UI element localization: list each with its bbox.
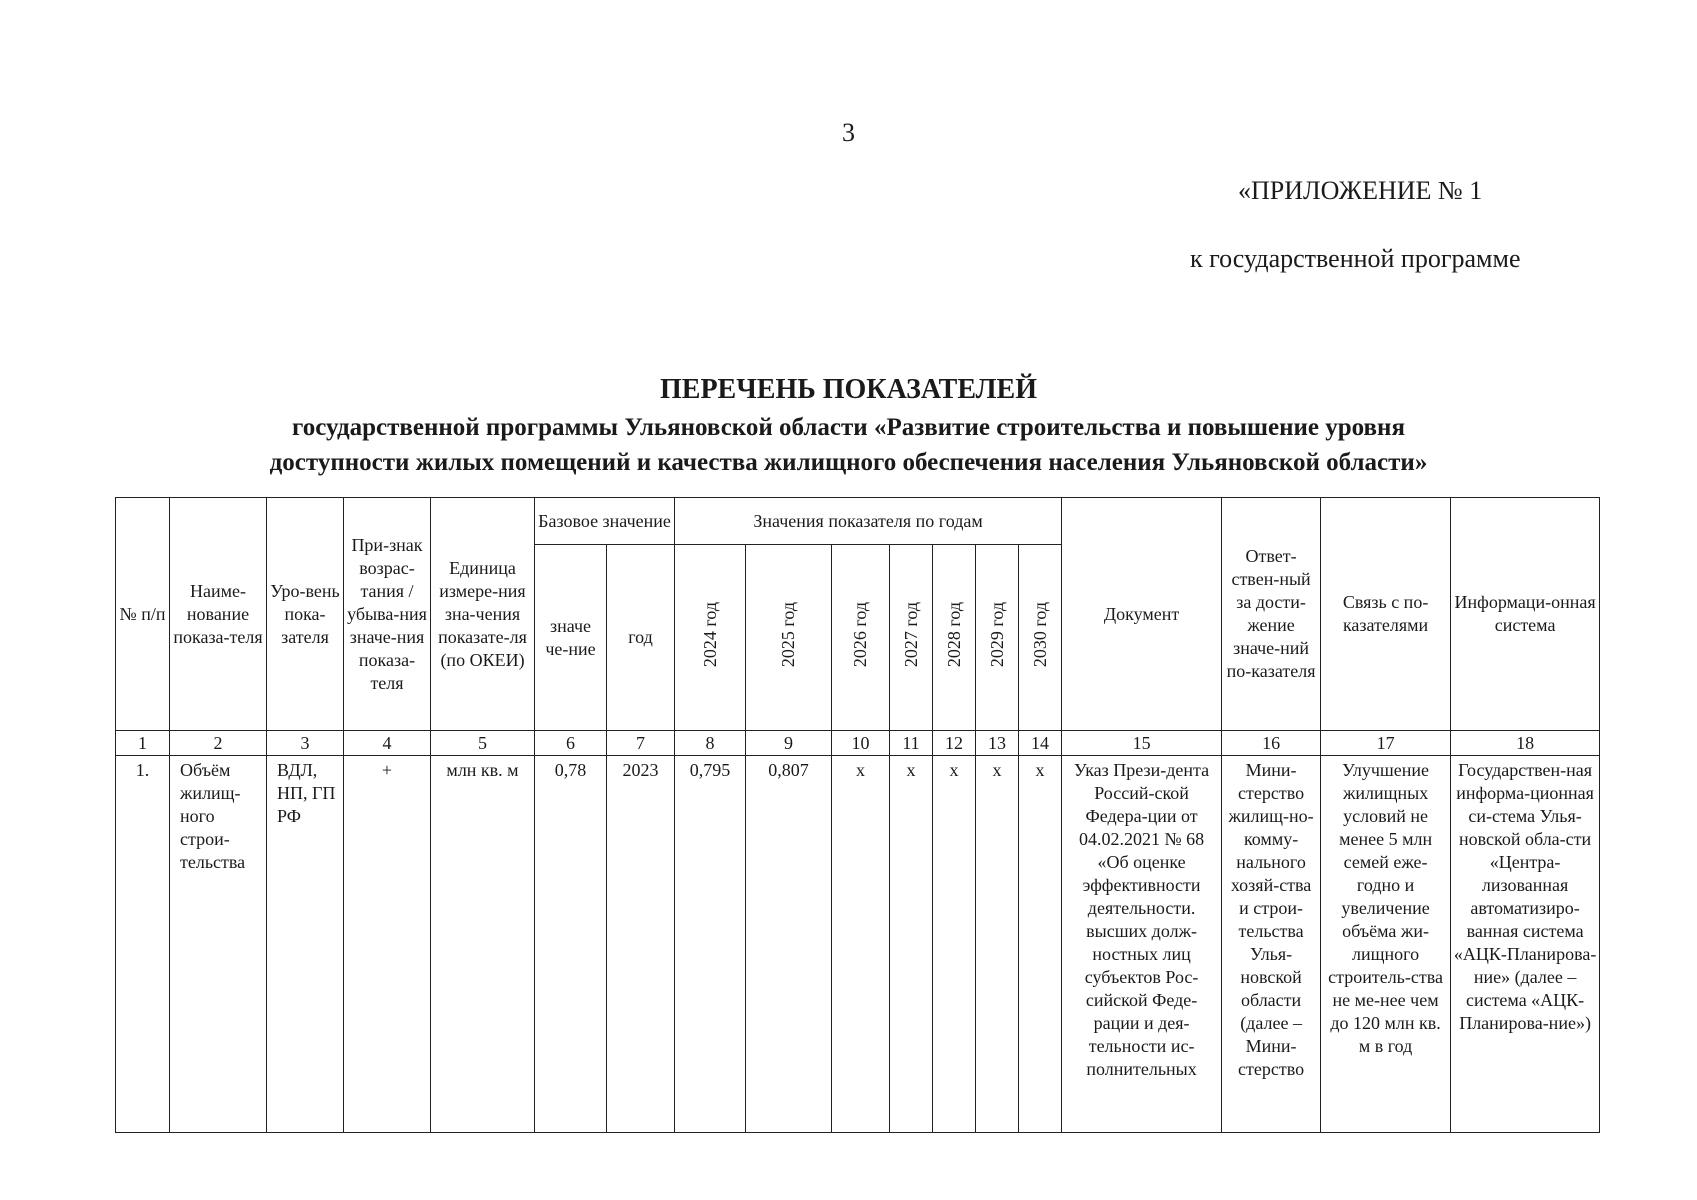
header-year-label: 2029 год	[986, 601, 1007, 668]
column-number: 13	[976, 731, 1019, 756]
header-year-label: 2027 год	[900, 601, 921, 668]
cell-year-value: х	[1019, 756, 1062, 1133]
cell-name: Объём жилищ-ного строи-тельства	[170, 756, 267, 1133]
header-year-2027	[890, 545, 933, 731]
cell-info-system: Государствен-ная информа-ционная си-стема Улья-новской обла-сти «Центра-лизованная автоматизиро-ванная система «АЦК-Планирова-ние» (далее – система «АЦК-Планирова-ние»)	[1451, 756, 1600, 1133]
column-numbers-row	[116, 731, 1600, 756]
header-base-year: год	[607, 545, 675, 731]
header-base: Базовое значение	[535, 498, 675, 545]
heading-line-2: доступности жилых помещений и качества жилищного обеспечения населения Ульяновской области»	[269, 449, 1428, 476]
indicators-table	[115, 497, 1600, 1133]
header-level: Уро-вень пока-зателя	[267, 498, 344, 731]
cell-year-value: х	[933, 756, 976, 1133]
column-number: 6	[535, 731, 607, 756]
appendix-title: «ПРИЛОЖЕНИЕ № 1	[1238, 176, 1483, 205]
header-year-2026	[832, 545, 890, 731]
header-year-label: 2024 год	[699, 601, 720, 668]
header-year-label: 2028 год	[943, 601, 964, 668]
header-year-label: 2025 год	[778, 601, 799, 668]
cell-base-year: 2023	[607, 756, 675, 1133]
column-number: 8	[675, 731, 746, 756]
cell-num: 1.	[116, 756, 170, 1133]
appendix-subtitle: к государственной программе	[1190, 244, 1521, 273]
header-year-label: 2026 год	[850, 601, 871, 668]
cell-year-value: х	[832, 756, 890, 1133]
heading-line-1: государственной программы Ульяновской области «Развитие строительства и повышение уровня	[292, 414, 1405, 441]
header-base-value: значе че-ние	[535, 545, 607, 731]
cell-year-value: х	[976, 756, 1019, 1133]
page-number: 3	[842, 118, 855, 147]
heading-title: ПЕРЕЧЕНЬ ПОКАЗАТЕЛЕЙ	[660, 374, 1037, 405]
column-number: 4	[344, 731, 431, 756]
header-year-2025	[746, 545, 832, 731]
column-number: 11	[890, 731, 933, 756]
cell-year-value: х	[890, 756, 933, 1133]
column-number: 9	[746, 731, 832, 756]
header-link: Связь с по-казателями	[1321, 498, 1451, 731]
table-row	[116, 756, 1600, 1133]
cell-base-value: 0,78	[535, 756, 607, 1133]
column-number: 3	[267, 731, 344, 756]
column-number: 15	[1062, 731, 1222, 756]
header-document: Документ	[1062, 498, 1222, 731]
header-responsible: Ответ-ствен-ный за дости-жение значе-ний по-казателя	[1222, 498, 1321, 731]
header-year-2030	[1019, 545, 1062, 731]
column-number: 17	[1321, 731, 1451, 756]
column-number: 12	[933, 731, 976, 756]
cell-responsible: Мини-стерство жилищ-но-комму-нального хозяй-ства и строи-тельства Улья-новской области (далее – Мини-стерство	[1222, 756, 1321, 1133]
column-number: 18	[1451, 731, 1600, 756]
column-number: 1	[116, 731, 170, 756]
cell-year-value: 0,795	[675, 756, 746, 1133]
cell-link: Улучшение жилищных условий не менее 5 млн семей еже-годно и увеличение объёма жи-лищного строитель-ства не ме-нее чем до 120 млн кв. м в год	[1321, 756, 1451, 1133]
cell-unit: млн кв. м	[431, 756, 535, 1133]
header-year-2024	[675, 545, 746, 731]
heading	[0, 370, 1697, 480]
column-number: 10	[832, 731, 890, 756]
column-number: 14	[1019, 731, 1062, 756]
cell-level: ВДЛ, НП, ГП РФ	[267, 756, 344, 1133]
column-number: 7	[607, 731, 675, 756]
header-year-label: 2030 год	[1029, 601, 1050, 668]
column-number: 5	[431, 731, 535, 756]
header-year-2028	[933, 545, 976, 731]
cell-document: Указ Прези-дента Россий-ской Федера-ции от 04.02.2021 № 68 «Об оценке эффективности деятельности. высших долж-ностных лиц субъектов Рос-сийской Феде-рации и дея-тельности ис-полнительных	[1062, 756, 1222, 1133]
header-unit: Единица измере-ния зна-чения показате-ля (по ОКЕИ)	[431, 498, 535, 731]
column-number: 16	[1222, 731, 1321, 756]
header-info-system: Информаци-онная система	[1451, 498, 1600, 731]
cell-year-value: 0,807	[746, 756, 832, 1133]
header-years-group: Значения показателя по годам	[675, 498, 1062, 545]
header-year-2029	[976, 545, 1019, 731]
header-num: № п/п	[116, 498, 170, 731]
header-sign: При-знак возрас-тания / убыва-ния значе-ния показа-теля	[344, 498, 431, 731]
cell-sign: +	[344, 756, 431, 1133]
header-name: Наиме-нование показа-теля	[170, 498, 267, 731]
column-number: 2	[170, 731, 267, 756]
